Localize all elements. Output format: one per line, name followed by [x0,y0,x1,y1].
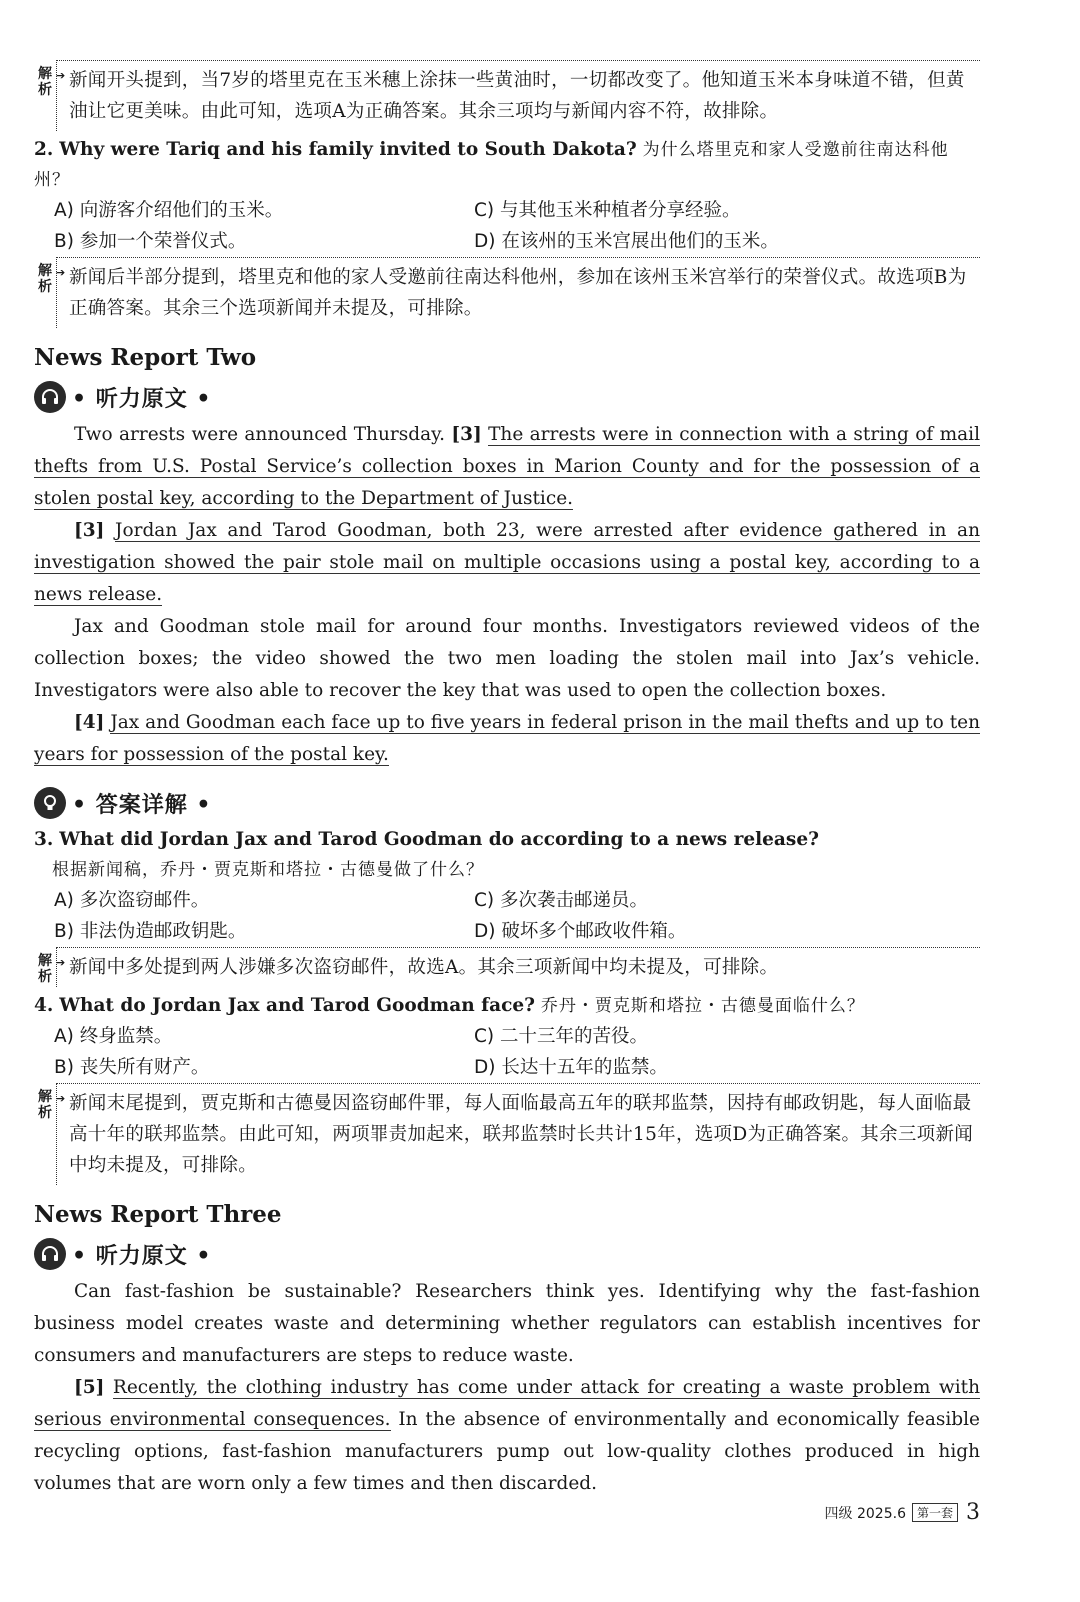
arrow-icon: ➔ [56,266,66,279]
transcript-paragraph: Can fast-fashion be sustainable? Researchers think yes. Identifying why the fast-fashion business model creates waste and determining whether regulators can establish incentives for consumers and manufacturers are steps to reduce waste. [34,1281,980,1366]
lightbulb-icon [34,787,66,819]
section-title: News Report Two [34,344,257,371]
question-text: Why were Tariq and his family invited to South Dakota? [59,139,637,160]
option-d: D) 破坏多个邮政收件箱。 [474,921,687,942]
page-number: 3 [966,1500,980,1525]
analysis-text: 新闻末尾提到，贾克斯和古德曼因盗窃邮件罪，每人面临最高五年的联邦监禁，因持有邮政钥匙，每人面临最高十年的联邦监禁。由此可知，两项罪责加起来，联邦监禁时长共计15年，选项D为正确答案。其余三项新闻中均未提及，可排除。 [56,1083,980,1185]
headphones-icon [34,381,66,413]
analysis-tag: 解 析 ➔ [38,1089,66,1121]
question-translation: 为什么塔里克和家人受邀前往南达科他州？ [34,140,949,190]
question-text: What do Jordan Jax and Tarod Goodman face? [59,995,535,1016]
question-2: 2. Why were Tariq and his family invited to South Dakota? 为什么塔里克和家人受邀前往南达科他州？ [34,139,949,190]
question-text: What did Jordan Jax and Tarod Goodman do according to a news release? [59,829,819,850]
option-a: A) 终身监禁。 [54,1026,173,1047]
option-c: C) 多次袭击邮递员。 [474,890,649,911]
option-d: D) 长达十五年的监禁。 [474,1057,668,1078]
question-translation: 根据新闻稿，乔丹・贾克斯和塔拉・古德曼做了什么？ [52,860,484,880]
exam-level: 四级 2025.6 [824,1505,906,1522]
option-b: B) 参加一个荣誉仪式。 [54,231,247,252]
option-c: C) 与其他玉米种植者分享经验。 [474,200,741,221]
analysis-text: 新闻后半部分提到，塔里克和他的家人受邀前往南达科他州，参加在该州玉米宫举行的荣誉仪式。故选项B为正确答案。其余三个选项新闻并未提及，可排除。 [56,257,980,328]
volume-badge: 第一套 [912,1503,958,1522]
transcript-paragraph: [4] Jax and Goodman each face up to five years in federal prison in the mail thefts and up to ten years for possession of the postal key. [34,712,980,765]
transcript-paragraph: [5] Recently, the clothing industry has come under attack for creating a waste problem with serious environmental consequences. In the absence of environmentally and economically feasible recycling options, fast-fashion manufacturers pump out low-quality clothes produced in high volumes that are worn only a few times and then discarded. [34,1377,981,1494]
q3-analysis [34,947,980,987]
transcript-paragraph: Jax and Goodman stole mail for around four months. Investigators reviewed videos of the collection boxes; the video showed the two men loading the stolen mail into Jax’s vehicle. Investigators were also able to recover the key that was used to open the collection boxes. [34,616,980,701]
question-translation: 乔丹・贾克斯和塔拉・古德曼面临什么？ [540,996,865,1016]
transcript-paragraph: [3] Jordan Jax and Tarod Goodman, both 23, were arrested after evidence gathered in an investigation showed the pair stole mail on multiple occasions using a postal key, according to a news release. [34,520,980,605]
arrow-icon: ➔ [56,69,66,82]
option-a: A) 多次盗窃邮件。 [54,890,210,911]
section-title: News Report Three [34,1201,282,1228]
question-4: 4. What do Jordan Jax and Tarod Goodman face? 乔丹・贾克斯和塔拉・古德曼面临什么？ [34,995,865,1016]
q3-options [34,885,980,947]
option-d: D) 在该州的玉米宫展出他们的玉米。 [474,231,779,252]
transcript-paragraph: Two arrests were announced Thursday. [3] The arrests were in connection with a string of mail thefts from U.S. Postal Service’s collection boxes in Marion County and for the possession of a stolen postal key, according to the Department of Justice. [34,424,980,509]
headphones-icon [34,1238,66,1270]
answer-label: • 答案详解 • [72,791,212,818]
analysis-tag: 解 析 ➔ [38,953,66,985]
analysis-text: 新闻中多处提到两人涉嫌多次盗窃邮件，故选A。其余三项新闻中均未提及，可排除。 [56,947,980,987]
listening-label: • 听力原文 • [72,385,212,412]
analysis-tag: 解 析 ➔ [38,66,66,98]
arrow-icon: ➔ [56,1092,66,1105]
listening-label: • 听力原文 • [72,1242,212,1269]
option-b: B) 非法伪造邮政钥匙。 [54,921,247,942]
analysis-tag: 解 析 ➔ [38,263,66,295]
question-3: 3. What did Jordan Jax and Tarod Goodman do according to a news release? 根据新闻稿，乔丹・贾克斯和塔拉・古德曼做了什么？ [34,825,980,885]
q4-options [34,1021,980,1083]
option-c: C) 二十三年的苦役。 [474,1026,649,1047]
listening-header [34,381,980,413]
answer-header [34,787,980,819]
arrow-icon: ➔ [56,956,66,969]
q1-analysis [34,60,980,131]
page-footer [825,1500,980,1525]
option-a: A) 向游客介绍他们的玉米。 [54,200,284,221]
q2-analysis [34,257,980,328]
listening-header [34,1238,980,1270]
analysis-text: 新闻开头提到，当7岁的塔里克在玉米穗上涂抹一些黄油时，一切都改变了。他知道玉米本身味道不错，但黄油让它更美味。由此可知，选项A为正确答案。其余三项均与新闻内容不符，故排除。 [56,60,980,131]
option-b: B) 丧失所有财产。 [54,1057,210,1078]
q2-options [34,195,980,257]
q4-analysis [34,1083,980,1185]
